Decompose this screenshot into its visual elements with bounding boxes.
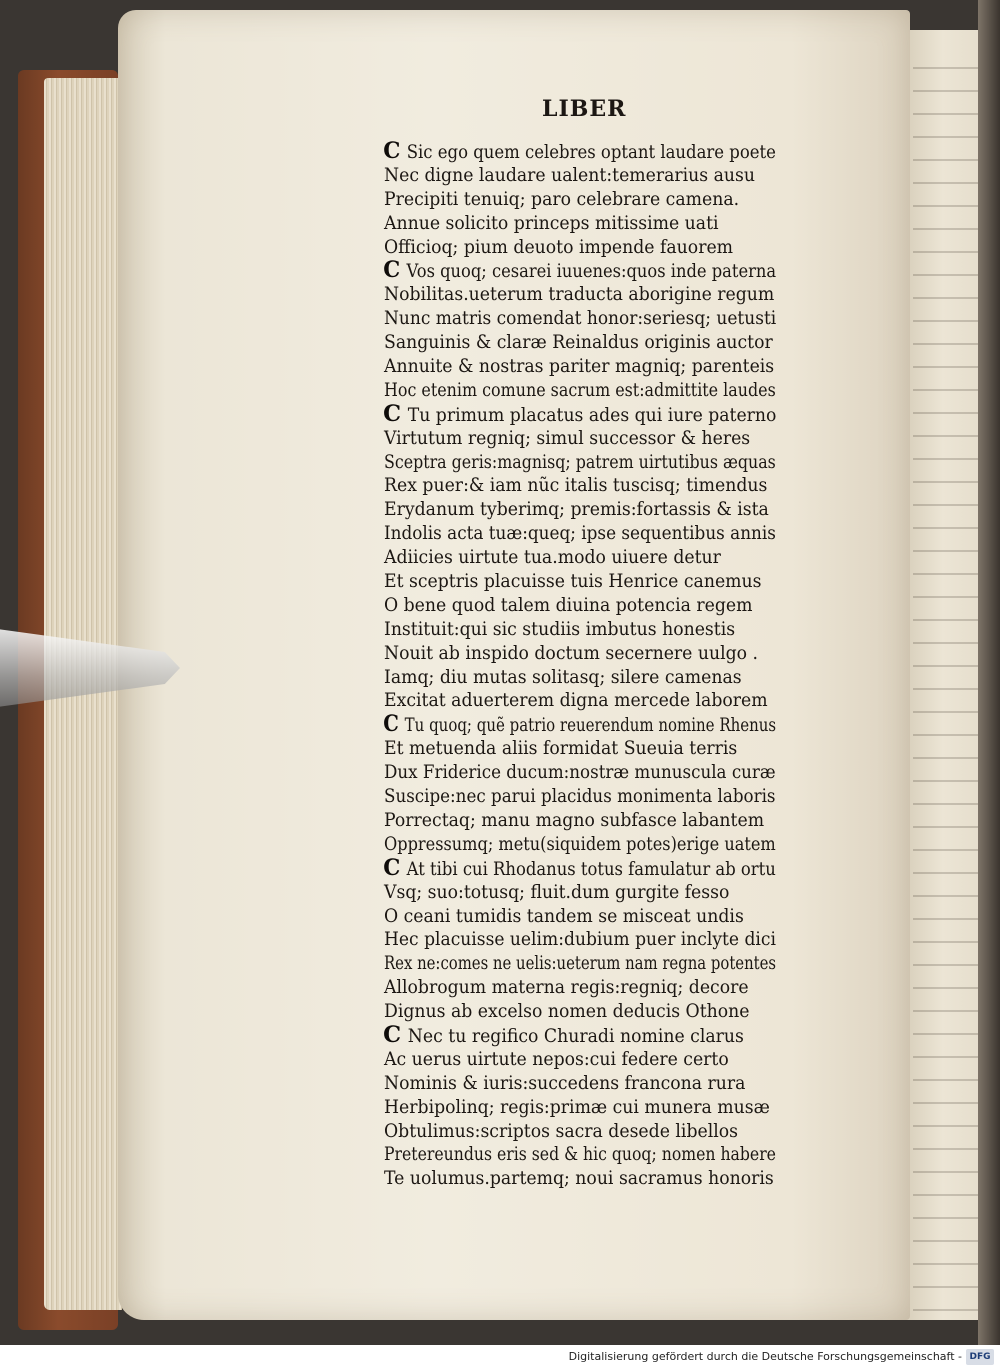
verse-line	[384, 355, 776, 379]
verse-line	[384, 1167, 776, 1191]
verse-line	[384, 618, 776, 642]
verse-line	[384, 594, 776, 618]
verse-line	[384, 1143, 776, 1167]
margin-annotation	[82, 410, 142, 610]
verse-line	[384, 785, 776, 809]
verse-line-text: Nec tu regifico Churadi nomine clarus	[407, 1025, 744, 1047]
verse-line-text: Annuite & nostras pariter magniq; parenteis	[384, 356, 775, 378]
verse-line	[384, 451, 776, 475]
verse-line-text: Sic ego quem celebres optant laudare poete	[406, 142, 776, 163]
verse-line	[384, 427, 776, 451]
verse-line	[384, 642, 776, 666]
verse-line	[383, 711, 777, 738]
verse-line	[384, 379, 776, 403]
verse-line-text: Pretereundus eris sed & hic quoq; nomen habere	[384, 1144, 776, 1166]
verse-line	[384, 498, 776, 522]
verse-line-text: Obtulimus:scriptos sacra desede libellos	[384, 1120, 739, 1142]
verse-line-text: Te uolumus.partemq; noui sacramus honoris	[384, 1168, 774, 1190]
verse-line	[384, 188, 776, 212]
verse-line	[384, 666, 776, 690]
verse-line-text: Rex puer:& iam nũc italis tuscisq; timendus	[384, 475, 768, 497]
verse-line-text: Et sceptris placuisse tuis Henrice canemus	[384, 571, 762, 593]
verse-line	[384, 737, 776, 761]
verse-line-text: Dux Friderice ducum:nostræ munuscula curæ	[384, 762, 776, 784]
dfg-logo-icon: DFG	[966, 1349, 994, 1365]
verse-line	[384, 833, 776, 857]
book-edge-right	[978, 0, 1000, 1345]
verse-line	[384, 1072, 776, 1096]
verse-line-text: Iamq; diu mutas solitasq; silere camenas	[384, 666, 742, 688]
verse-line-text: Hec placuisse uelim:dubium puer inclyte dici	[384, 929, 776, 951]
verse-line	[383, 854, 776, 881]
verse-line	[384, 976, 776, 1000]
verse-line-text: Vsq; suo:totusq; fluit.dum gurgite fesso	[384, 881, 730, 903]
verse-line	[384, 881, 776, 905]
verse-line	[384, 212, 776, 236]
verse-line-text: Oppressumq; metu(siquidem potes)erige uatem	[384, 833, 776, 855]
verse-line-text: Instituit:qui sic studiis imbutus honestis	[384, 618, 736, 640]
verse-line	[384, 570, 776, 594]
verse-line-text: Rex ne:comes ne uelis:ueterum nam regna potentes	[384, 953, 777, 975]
verse-line	[384, 928, 776, 952]
verse-line	[384, 283, 776, 307]
verse-line	[384, 952, 777, 976]
verse-line	[384, 546, 776, 570]
funding-credit: Digitalisierung gefördert durch die Deutsche Forschungsgemeinschaft -	[568, 1350, 962, 1363]
verse-line-text: Tu quoq; quẽ patrio reuerendum nomine Rhenus	[404, 715, 777, 737]
verse-line-text: Sceptra geris:magnisq; patrem uirtutibus æquas	[384, 451, 776, 473]
verse-line-text: O ceani tumidis tandem se misceat undis	[384, 905, 744, 927]
verse-line	[384, 809, 776, 833]
verse-line-text: Hoc etenim comune sacrum est:admittite laudes	[384, 379, 776, 401]
verse-line	[383, 138, 776, 164]
verse-line	[384, 474, 776, 498]
verse-line-text: Excitat aduerterem digna mercede laborem	[384, 690, 768, 712]
verse-line-text: Dignus ab excelso nomen deducis Othone	[384, 1001, 750, 1023]
paragraph-mark-icon: C	[383, 400, 402, 427]
verse-line	[383, 257, 777, 284]
verse-line	[383, 1021, 776, 1048]
verse-line-text: Erydanum tyberimq; premis:fortassis & ista	[384, 499, 769, 521]
paragraph-mark-icon: C	[383, 138, 401, 164]
verse-line	[384, 1000, 776, 1024]
footer-bar	[0, 1345, 1000, 1370]
verse-line-text: Allobrogum materna regis:regniq; decore	[384, 977, 749, 999]
verse-text-block	[384, 140, 804, 1191]
verse-line	[384, 1048, 776, 1072]
verse-line-text: Officioq; pium deuoto impende fauorem	[384, 236, 734, 258]
verse-line	[384, 331, 776, 355]
verse-line	[384, 164, 776, 188]
verse-line-text: At tibi cui Rhodanus totus famulatur ab ortu	[406, 858, 776, 880]
verse-line-text: Tu primum placatus ades qui iure paterno	[407, 404, 777, 426]
verse-line-text: Nec digne laudare ualent:temerarius ausu	[384, 164, 756, 186]
verse-line-text: Nouit ab inspido doctum secernere uulgo .	[384, 642, 759, 664]
verse-line-text: Vos quoq; cesarei iuuenes:quos inde paterna	[406, 261, 777, 283]
verse-line-text: Suscipe:nec parui placidus monimenta laboris	[384, 786, 776, 808]
verse-line	[384, 905, 776, 929]
verse-line-text: O bene quod talem diuina potencia regem	[384, 594, 753, 616]
verse-line-text: Adiicies uirtute tua.modo uiuere detur	[384, 547, 721, 569]
verse-line-text: Ac uerus uirtute nepos:cui federe certo	[384, 1048, 729, 1070]
verse-line-text: Annue solicito princeps mitissime uati	[384, 212, 719, 234]
verse-line-text: Sanguinis & claræ Reinaldus originis auctor	[384, 332, 773, 354]
verse-line	[384, 522, 776, 546]
verse-line	[383, 400, 777, 427]
paragraph-mark-icon: C	[383, 257, 401, 284]
verse-line-text: Nobilitas.ueterum traducta aborigine regum	[384, 284, 775, 306]
verse-line	[384, 236, 776, 260]
verse-line	[384, 761, 776, 785]
verse-line-text: Nunc matris comendat honor:seriesq; uetusti	[384, 308, 777, 330]
verse-line	[384, 307, 777, 331]
paragraph-mark-icon: C	[383, 1021, 402, 1048]
verse-line-text: Nominis & iuris:succedens francona rura	[384, 1072, 746, 1094]
running-header: LIBER	[542, 96, 627, 122]
verse-line	[384, 1096, 776, 1120]
verse-line-text: Porrectaq; manu magno subfasce labantem	[384, 809, 765, 831]
verse-line	[384, 689, 776, 713]
verse-line-text: Herbipolinq; regis:primæ cui munera musæ	[384, 1096, 770, 1118]
verse-line-text: Et metuenda aliis formidat Sueuia terris	[384, 738, 738, 760]
verse-line	[384, 1120, 776, 1144]
verse-line-text: Virtutum regniq; simul successor & heres	[384, 427, 751, 449]
verse-line-text: Precipiti tenuiq; paro celebrare camena.	[384, 188, 740, 210]
paragraph-mark-icon: C	[383, 854, 401, 881]
paragraph-mark-icon: C	[383, 711, 399, 738]
verse-line-text: Indolis acta tuæ:queq; ipse sequentibus annis	[384, 523, 776, 545]
